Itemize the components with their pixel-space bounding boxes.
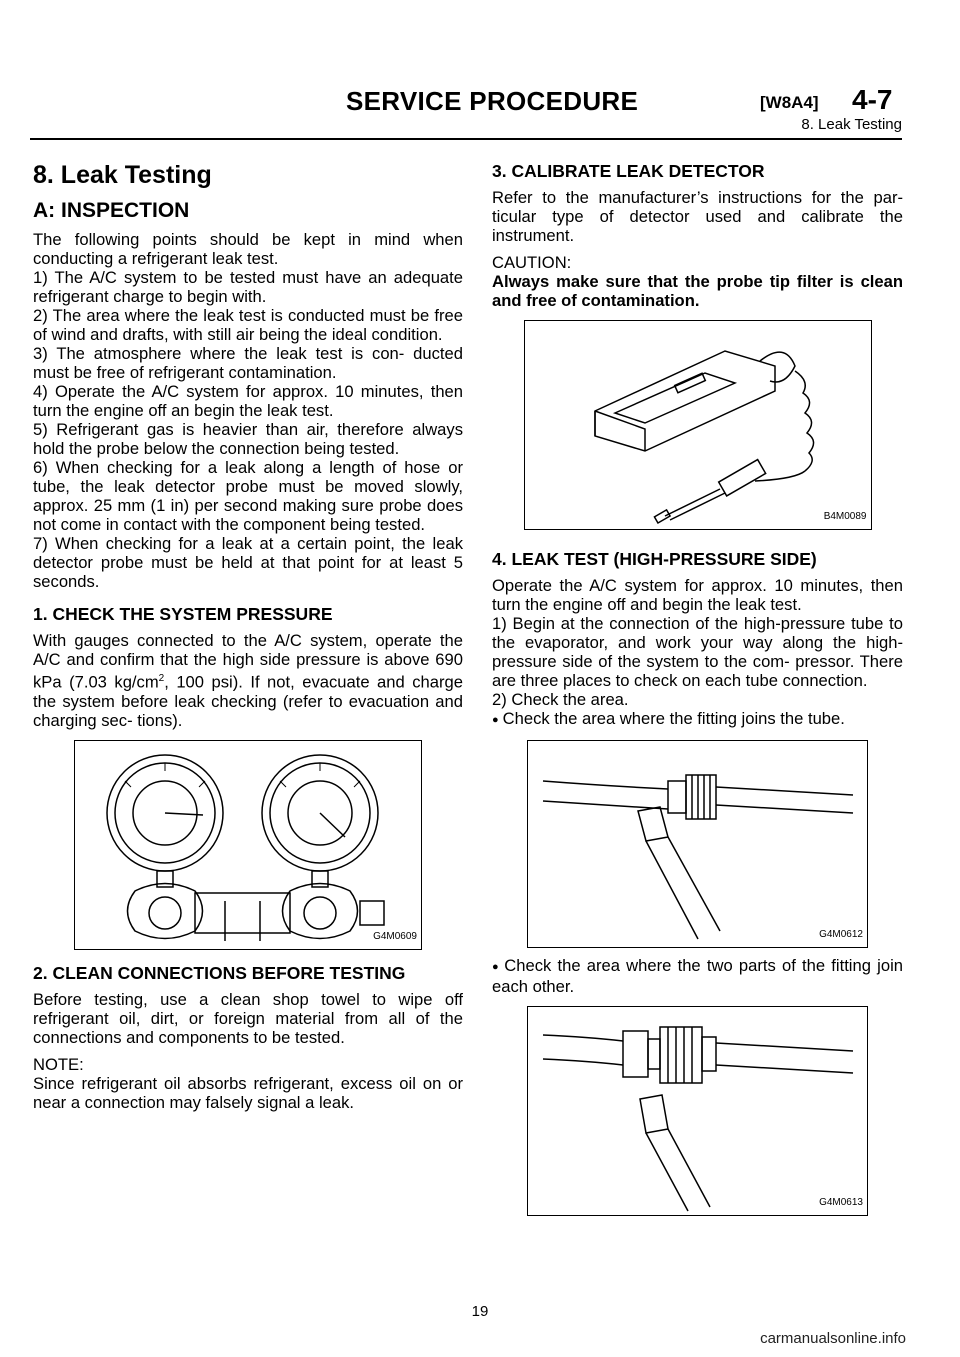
fitting-parts-illustration (528, 1007, 867, 1215)
section-2-heading: 2. CLEAN CONNECTIONS BEFORE TESTING (33, 962, 406, 983)
gauge-manifold-illustration (75, 741, 421, 949)
caution-label: CAUTION: (492, 253, 572, 272)
point-3: 3) The atmosphere where the leak test is con- ducted must be free of refrigerant contamination. (33, 344, 463, 382)
section-4-heading: 4. LEAK TEST (HIGH-PRESSURE SIDE) (492, 549, 817, 569)
main-title: 8. Leak Testing (33, 161, 212, 189)
section-1-heading: 1. CHECK THE SYSTEM PRESSURE (33, 604, 333, 624)
point-4: 4) Operate the A/C system for approx. 10 minutes, then turn the engine off an begin the leak test. (33, 382, 463, 420)
figure-fitting-joint (527, 740, 868, 948)
section-2-text: Before testing, use a clean shop towel to wipe off refrigerant oil, dirt, or foreign material from all of the connections and components to be tested. (33, 989, 463, 1047)
figure-leak-detector (524, 320, 872, 530)
header-section-number: 4-7 (852, 84, 893, 115)
note-text: Since refrigerant oil absorbs refrigerant, excess oil on or near a connection may falsely signal a leak. (33, 1073, 463, 1112)
fitting-joint-illustration (528, 741, 867, 947)
point-7: 7) When checking for a leak at a certain point, the leak detector probe must be held at that point for at least 5 seconds. (33, 534, 463, 591)
section-4-step-2: 2) Check the area. (492, 690, 629, 709)
leak-detector-illustration (525, 321, 871, 529)
section-4-step-1: 1) Begin at the connection of the high-pressure tube to the evaporator, and work your way along the high- pressure side of the system to the com- pressor. There are three places to check on each tube connection. (492, 614, 903, 690)
left-column (33, 150, 463, 1112)
figure-gauge-manifold (74, 740, 422, 950)
header-code: [W8A4] (760, 93, 819, 112)
intro-text: The following points should be kept in mind when conducting a refrigerant leak test. (33, 230, 463, 268)
header-subtitle: 8. Leak Testing (801, 116, 902, 133)
figure-fitting-parts (527, 1006, 868, 1216)
point-2: 2) The area where the leak test is conducted must be free of wind and drafts, with still air being the ideal condition. (33, 306, 463, 344)
figure-4-caption: G4M0613 (819, 1197, 863, 1208)
figure-2-caption: B4M0089 (823, 511, 867, 522)
watermark: carmanualsonline.info (760, 1330, 906, 1347)
header-rule (30, 138, 902, 140)
figure-3-caption: G4M0612 (819, 929, 863, 940)
section-3-text: Refer to the manufacturer’s instructions for the par- ticular type of detector used and calibrate the instrument. (492, 188, 903, 245)
bullet-2: ● Check the area where the two parts of the fitting join each other. (492, 956, 903, 996)
inspection-heading: A: INSPECTION (33, 199, 190, 222)
section-4-text: Operate the A/C system for approx. 10 minutes, then turn the engine off and begin the leak test. (492, 576, 903, 614)
note-label: NOTE: (33, 1054, 84, 1074)
caution-text: Always make sure that the probe tip filter is clean and free of contamination. (492, 272, 903, 310)
bullet-1: ● Check the area where the fitting joins the tube. (492, 709, 903, 730)
right-column (492, 150, 903, 1224)
page-number: 19 (471, 1303, 489, 1320)
point-6: 6) When checking for a leak along a length of hose or tube, the leak detector probe must be moved slowly, approx. 25 mm (1 in) per second making sure probe does not come in contact with the component being tested. (33, 458, 463, 534)
point-1: 1) The A/C system to be tested must have an adequate refrigerant charge to begin with. (33, 268, 463, 306)
header-title: SERVICE PROCEDURE (346, 86, 639, 116)
point-5: 5) Refrigerant gas is heavier than air, therefore always hold the probe below the connection being tested. (33, 420, 463, 458)
figure-1-caption: G4M0609 (373, 930, 417, 942)
section-3-heading: 3. CALIBRATE LEAK DETECTOR (492, 161, 765, 181)
section-1-text: With gauges connected to the A/C system, operate the A/C and confirm that the high side pressure is above 690 kPa (7.03 $kg/cm^2$, 100 psi). If not, evacuate and charge the system before leak checking (refer to evacuation and charging sec- tions). (33, 631, 463, 730)
